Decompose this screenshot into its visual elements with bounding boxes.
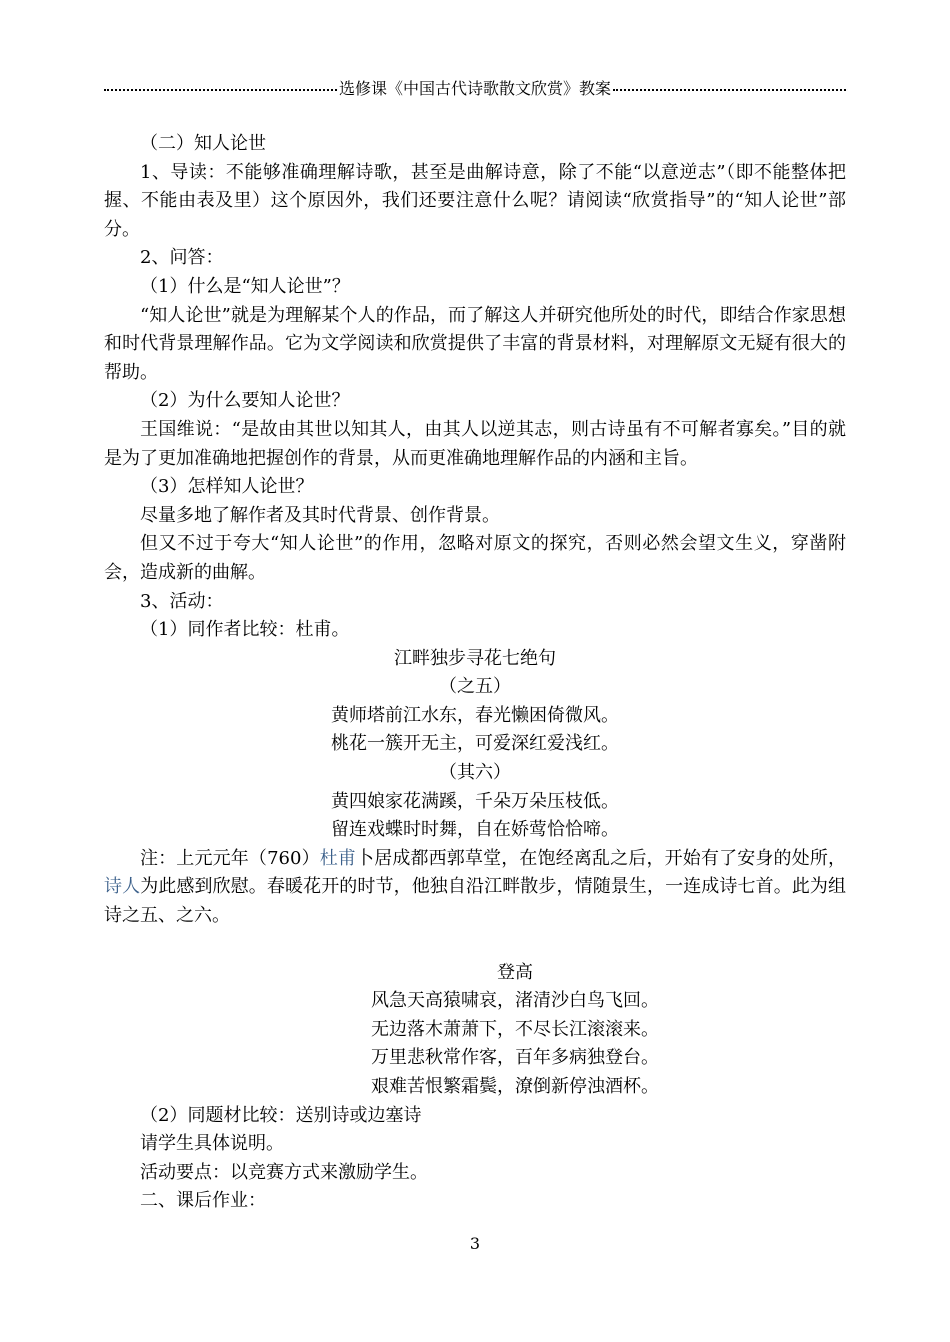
poem-subtitle: （之五） <box>439 676 511 698</box>
answer-3b: 但又不过于夸大“知人论世”的作用，忽略对原文的探究，否则必然会望文生义，穿凿附会，造成新的曲解。 <box>104 533 846 583</box>
poem-denggao <box>104 959 846 1102</box>
header-dots-left <box>104 89 337 91</box>
link-du-fu[interactable]: 杜甫 <box>319 847 357 869</box>
page-number: 3 <box>469 1234 481 1253</box>
poem-line: 黄四娘家花满蹊，千朵万朵压枝低。 <box>331 790 619 812</box>
poem-title: 登高 <box>497 961 533 983</box>
header-title: 选修课《中国古代诗歌散文欣赏》教案 <box>339 79 612 98</box>
poem-jiangpan <box>104 645 846 845</box>
activity-1: （1）同作者比较：杜甫。 <box>140 619 350 641</box>
question-1: （1）什么是“知人论世”？ <box>140 275 350 297</box>
paragraph-qa-heading: 2、问答： <box>140 247 224 269</box>
poem-line: 艰难苦恨繁霜鬓，潦倒新停浊酒杯。 <box>371 1076 659 1097</box>
poem-line: 桃花一簇开无主，可爱深红爱浅红。 <box>331 733 619 755</box>
homework-heading: 二、课后作业： <box>140 1190 266 1212</box>
answer-2: 王国维说：“是故由其世以知其人，由其人以逆其志，则古诗虽有不可解者寡矣。”目的就是为了更加准确地把握创作的背景，从而更准确地理解作品的内涵和主旨。 <box>104 418 846 469</box>
activity-2-instruction: 请学生具体说明。 <box>140 1133 284 1155</box>
answer-1: “知人论世”就是为理解某个人的作品，而了解这人并研究他所处的时代，即结合作家思想和时代背景理解作品。它为文学阅读和欣赏提供了丰富的背景材料，对理解原文无疑有很大的帮助。 <box>104 304 846 383</box>
question-3: （3）怎样知人论世？ <box>140 476 314 498</box>
note-text: 卜居成都西郭草堂，在饱经离乱之后，开始有了安身的处所， <box>356 847 847 869</box>
page-header <box>104 76 846 99</box>
spacer <box>104 931 846 959</box>
poem-line: 风急天高猿啸哀，渚清沙白鸟飞回。 <box>371 990 659 1012</box>
poem-line: 留连戏蝶时时舞，自在娇莺恰恰啼。 <box>331 819 619 841</box>
link-poet[interactable]: 诗人 <box>104 876 141 898</box>
poem-title: 江畔独步寻花七绝句 <box>394 647 556 669</box>
poem-line: 万里悲秋常作客，百年多病独登台。 <box>371 1047 659 1069</box>
section-title: （二）知人论世 <box>140 133 266 154</box>
paragraph-intro: 1、导读：不能够准确理解诗歌，甚至是曲解诗意，除了不能“以意逆志”（即不能整体把握、不能由表及里）这个原因外，我们还要注意什么呢？请阅读“欣赏指导”的“知人论世”部分。 <box>104 161 846 240</box>
note-text: 注：上元元年（760） <box>140 847 320 869</box>
answer-3a: 尽量多地了解作者及其时代背景、创作背景。 <box>140 504 500 526</box>
document-body <box>104 130 846 1216</box>
question-2: （2）为什么要知人论世？ <box>140 390 350 412</box>
activity-heading: 3、活动： <box>140 590 224 612</box>
poem-subtitle: （其六） <box>439 762 511 784</box>
note-text: 为此感到欣慰。春暖花开的时节，他独自沿江畔散步，情随景生，一连成诗七首。此为组诗之五、之六。 <box>104 876 846 927</box>
activity-2-key-point: 活动要点：以竞赛方式来激励学生。 <box>140 1161 428 1183</box>
poem-line: 无边落木萧萧下，不尽长江滚滚来。 <box>371 1018 659 1040</box>
poem-note <box>104 845 846 931</box>
activity-2: （2）同题材比较：送别诗或边塞诗 <box>140 1104 422 1126</box>
header-dots-right <box>613 89 846 91</box>
poem-line: 黄师塔前江水东，春光懒困倚微风。 <box>331 704 619 726</box>
